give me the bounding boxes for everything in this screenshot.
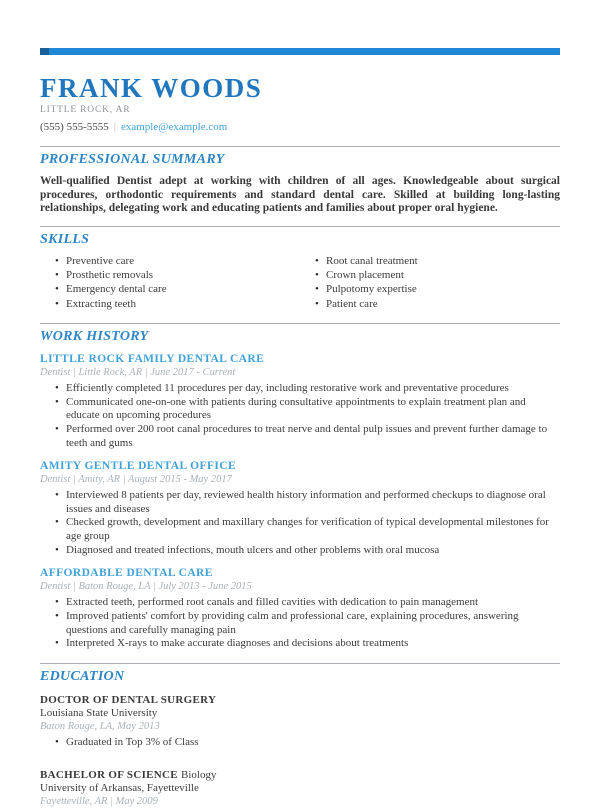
degree-name: DOCTOR OF DENTAL SURGERY — [40, 693, 217, 706]
job-meta: Dentist | Little Rock, AR | June 2017 - Current — [40, 367, 236, 379]
degree-line — [40, 769, 560, 782]
education-entry — [40, 769, 560, 808]
job-bullet: • Improved patients' comfort by providing calm and professional care, explaining procedures, answering questions and carefully managing pain — [55, 610, 560, 637]
section-title-summary: PROFESSIONAL SUMMARY — [40, 152, 225, 167]
skills-columns — [40, 255, 560, 313]
skill-item: • Emergency dental care — [55, 283, 300, 296]
section-work-history — [40, 323, 560, 651]
skill-item: • Root canal treatment — [315, 255, 560, 268]
job-bullet: • Checked growth, development and maxillary changes for verification of typical developmental milestones for age group — [55, 516, 560, 543]
job-company: AFFORDABLE DENTAL CARE — [40, 567, 213, 580]
education-meta: Fayetteville, AR | May 2009 — [40, 796, 158, 808]
phone-number: (555) 555-5555 — [40, 121, 109, 133]
job-bullet: • Extracted teeth, performed root canals and filled cavities with dedication to pain management — [55, 596, 560, 609]
candidate-location: LITTLE ROCK, AR — [40, 105, 131, 115]
job-entry — [40, 566, 560, 651]
job-bullet: • Efficiently completed 11 procedures per day, including restorative work and preventative procedures — [55, 382, 560, 395]
contact-line — [40, 121, 560, 133]
skill-item: • Patient care — [315, 298, 560, 311]
section-skills — [40, 226, 560, 313]
section-education — [40, 663, 560, 808]
school-name: Louisiana State University — [40, 706, 158, 719]
job-meta: Dentist | Baton Rouge, LA | July 2013 - June 2015 — [40, 581, 252, 593]
degree-detail: Biology — [181, 769, 217, 782]
job-bullet: • Interpreted X-rays to make accurate diagnoses and decisions about treatments — [55, 637, 560, 650]
accent-bar-cap — [40, 48, 49, 55]
job-company: AMITY GENTLE DENTAL OFFICE — [40, 460, 237, 473]
skill-item: • Prosthetic removals — [55, 269, 300, 282]
job-meta: Dentist | Amity, AR | August 2015 - May 2017 — [40, 474, 232, 486]
email-link[interactable]: example@example.com — [120, 121, 228, 133]
degree-name: BACHELOR OF SCIENCE — [40, 769, 178, 782]
candidate-name: FRANK WOODS — [40, 73, 263, 103]
summary-text: Well-qualified Dentist adept at working with children of all ages. Knowledgeable about surgical procedures, orthodontic requirements and standard dental care. Skilled at building long-lasting relationships, delegating work and educating patients and families about proper oral hygiene. — [40, 175, 560, 214]
skills-column-left — [40, 255, 300, 313]
job-bullet: • Interviewed 8 patients per day, reviewed health history information and performed checkups to diagnose oral issues and diseases — [55, 489, 560, 516]
education-entry — [40, 694, 560, 749]
section-professional-summary — [40, 146, 560, 216]
contact-separator: | — [113, 121, 116, 133]
education-meta: Baton Rouge, LA, May 2013 — [40, 720, 160, 732]
skill-item: • Extracting teeth — [55, 298, 300, 311]
job-bullet: • Communicated one-on-one with patients during consultative appointments to explain treatment plan and educate on upcoming procedures — [55, 396, 560, 423]
section-title-education: EDUCATION — [40, 668, 125, 684]
skill-item: • Pulpotomy expertise — [315, 283, 560, 296]
job-bullet: • Diagnosed and treated infections, mouth ulcers and other problems with oral mucosa — [55, 544, 560, 557]
accent-bar — [40, 48, 560, 55]
section-title-skills: SKILLS — [40, 231, 90, 247]
job-entry — [40, 352, 560, 450]
skill-item: • Preventive care — [55, 255, 300, 268]
section-title-work-history: WORK HISTORY — [40, 329, 149, 345]
education-bullet: • Graduated in Top 3% of Class — [55, 736, 560, 749]
job-company: LITTLE ROCK FAMILY DENTAL CARE — [40, 353, 265, 366]
resume-header — [40, 73, 560, 133]
education-spacer — [40, 749, 560, 761]
degree-line — [40, 694, 560, 707]
school-name: University of Arkansas, Fayetteville — [40, 782, 199, 795]
job-bullet: • Performed over 200 root canal procedures to treat nerve and dental pulp issues and prevent further damage to teeth and gums — [55, 423, 560, 450]
skill-item: • Crown placement — [315, 269, 560, 282]
job-entry — [40, 459, 560, 557]
skills-column-right — [300, 255, 560, 313]
